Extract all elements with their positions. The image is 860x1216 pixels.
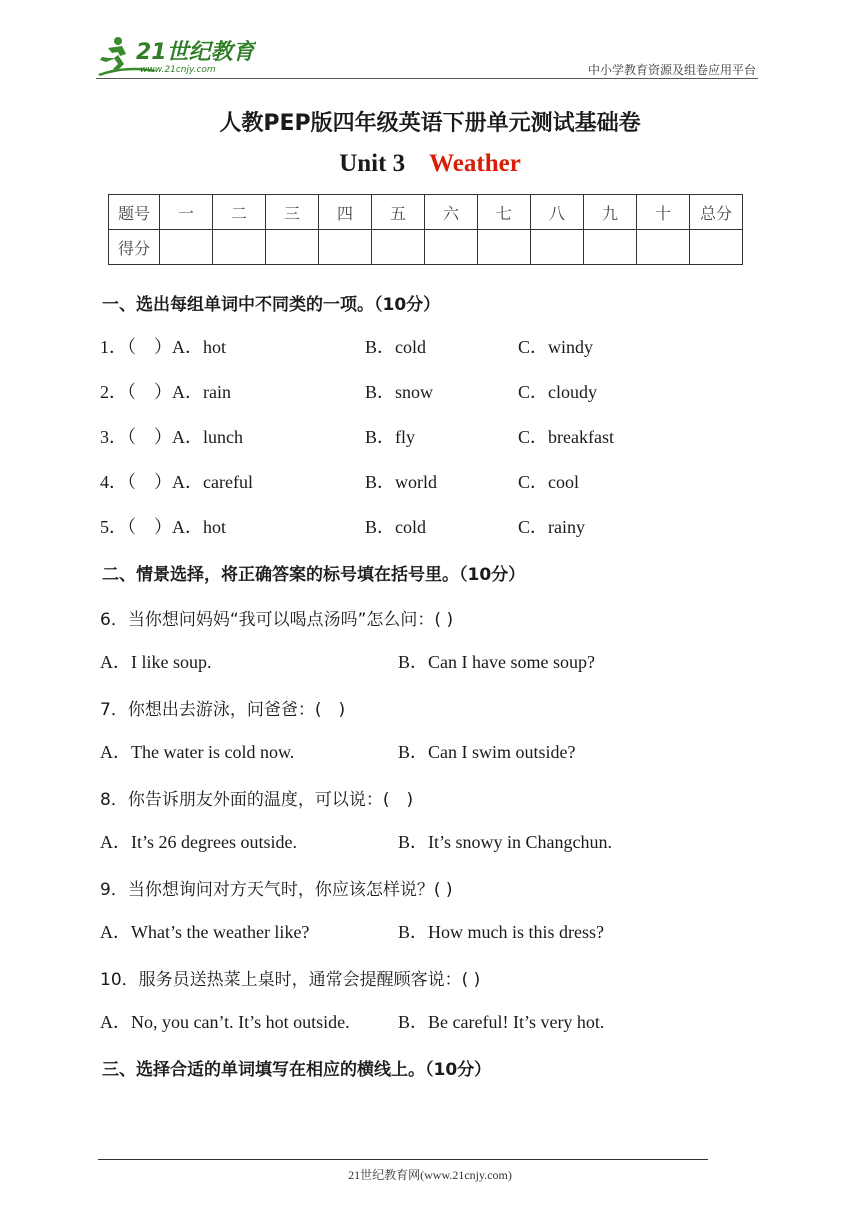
header-divider — [96, 78, 758, 79]
section-3-heading: 三、选择合适的单词填写在相应的横线上。（10分） — [102, 1060, 492, 1080]
option-c: C．breakfast — [518, 427, 614, 447]
question-text: 7．你想出去游泳，问爸爸：( ) — [100, 700, 346, 720]
logo-url: www.21cnjy.com — [140, 65, 216, 75]
score-cell: 五 — [372, 195, 425, 230]
question-10-prompt — [100, 965, 480, 990]
question-text: 8．你告诉朋友外面的温度，可以说：( ) — [100, 790, 414, 810]
score-input-cell[interactable] — [266, 230, 319, 265]
score-input-cell[interactable] — [160, 230, 213, 265]
option-b: B．cold — [365, 517, 426, 537]
question-8-prompt — [100, 785, 413, 810]
question-text: 9．当你想询问对方天气时，你应该怎样说？( ) — [100, 880, 453, 900]
question-text: 6．当你想问妈妈“我可以喝点汤吗”怎么问：( ) — [100, 610, 454, 630]
score-cell: 九 — [584, 195, 637, 230]
score-input-cell[interactable] — [372, 230, 425, 265]
question-text: 10．服务员送热菜上桌时，通常会提醒顾客说：( ) — [100, 970, 481, 990]
option-a: A．I like soup. — [100, 652, 212, 672]
score-cell: 题号 — [109, 195, 160, 230]
option-b: B．world — [365, 472, 437, 492]
score-value-row — [109, 230, 743, 265]
section-1-heading: 一、选出每组单词中不同类的一项。（10分） — [102, 295, 441, 315]
logo-text: 21世纪教育 — [136, 40, 255, 65]
option-c: C．rainy — [518, 517, 585, 537]
option-a: A．No, you can’t. It’s hot outside. — [100, 1012, 350, 1032]
score-cell: 总分 — [690, 195, 743, 230]
score-cell: 六 — [425, 195, 478, 230]
score-input-cell[interactable] — [690, 230, 743, 265]
score-input-cell[interactable] — [425, 230, 478, 265]
score-cell: 十 — [637, 195, 690, 230]
runner-logo-icon — [96, 34, 256, 78]
option-b: B．snow — [365, 382, 434, 402]
score-input-cell[interactable] — [584, 230, 637, 265]
score-input-cell[interactable] — [531, 230, 584, 265]
question-6-prompt — [100, 605, 453, 630]
option-b: B．cold — [365, 337, 426, 357]
option-a: A．It’s 26 degrees outside. — [100, 832, 297, 852]
option-b: B．Be careful! It’s very hot. — [398, 1012, 605, 1032]
option-b: B．fly — [365, 427, 416, 447]
unit-topic: Weather — [429, 150, 521, 177]
option-a: A．The water is cold now. — [100, 742, 295, 762]
score-cell: 七 — [478, 195, 531, 230]
platform-name: 中小学教育资源及组卷应用平台 — [587, 63, 756, 77]
score-input-cell[interactable] — [478, 230, 531, 265]
footer-text: 21世纪教育网(www.21cnjy.com) — [348, 1168, 512, 1182]
score-cell: 八 — [531, 195, 584, 230]
option-a: 4．（ ）A．careful — [100, 472, 253, 492]
score-header-row — [109, 195, 743, 230]
option-c: C．cloudy — [518, 382, 597, 402]
score-input-cell[interactable] — [637, 230, 690, 265]
option-c: C．windy — [518, 337, 594, 357]
option-a: 2．（ ）A．rain — [100, 382, 231, 402]
option-b: B．Can I have some soup? — [398, 652, 595, 672]
score-cell: 一 — [160, 195, 213, 230]
score-table — [108, 194, 743, 265]
page-title: 人教PEP版四年级英语下册单元测试基础卷 — [219, 111, 641, 136]
score-input-cell[interactable] — [319, 230, 372, 265]
option-a: A．What’s the weather like? — [100, 922, 310, 942]
score-cell: 二 — [213, 195, 266, 230]
site-logo — [96, 34, 256, 78]
option-b: B．It’s snowy in Changchun. — [398, 832, 612, 852]
option-b: B．Can I swim outside? — [398, 742, 576, 762]
question-7-prompt — [100, 695, 345, 720]
unit-number: Unit 3 — [339, 150, 406, 177]
score-cell: 三 — [266, 195, 319, 230]
score-input-cell[interactable] — [213, 230, 266, 265]
unit-title — [0, 150, 860, 178]
footer-divider — [98, 1159, 708, 1160]
score-cell: 四 — [319, 195, 372, 230]
question-9-prompt — [100, 875, 452, 900]
option-a: 3．（ ）A．lunch — [100, 427, 243, 447]
option-a: 1．（ ）A．hot — [100, 337, 226, 357]
option-a: 5．（ ）A．hot — [100, 517, 226, 537]
option-c: C．cool — [518, 472, 579, 492]
score-row-label: 得分 — [109, 230, 160, 265]
section-2-heading: 二、情景选择，将正确答案的标号填在括号里。（10分） — [102, 565, 526, 585]
option-b: B．How much is this dress? — [398, 922, 604, 942]
